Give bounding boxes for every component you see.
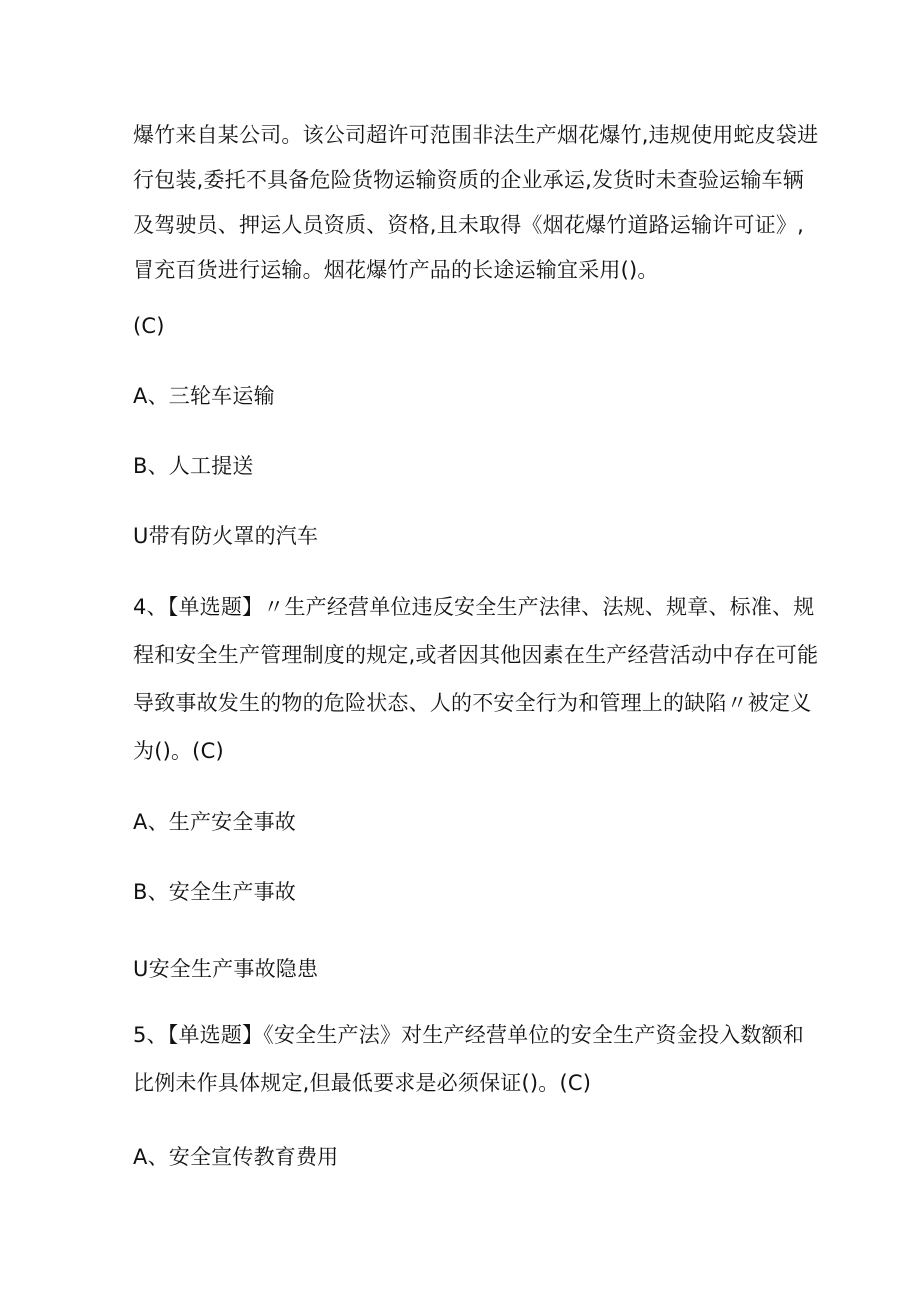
q5-stem-line-2: 比例未作具体规定,但最低要求是必须保证()。(C) [133,1071,592,1095]
q3-stem-line-1: 爆竹来自某公司。该公司超许可范围非法生产烟花爆竹,违规使用蛇皮袋进 [133,123,819,147]
q3-answer: (C) [133,314,165,338]
q4-stem-line-1: 4、【单选题】〃生产经营单位违反安全生产法律、法规、规章、标准、规 [133,595,815,619]
q3-stem-line-3: 及驾驶员、押运人员资质、资格,且未取得《烟花爆竹道路运输许可证》, [133,213,804,237]
q4-option-a: A、生产安全事故 [133,810,296,834]
q5-stem-line-1: 5、【单选题】《安全生产法》对生产经营单位的安全生产资金投入数额和 [133,1023,804,1047]
q3-stem-line-2: 行包装,委托不具备危险货物运输资质的企业承运,发货时未查验运输车辆 [133,168,804,192]
q3-option-b: B、人工提送 [133,454,254,478]
q4-option-b: B、安全生产事故 [133,880,297,904]
q4-stem-line-3: 导致事故发生的物的危险状态、人的不安全行为和管理上的缺陷〃被定义 [133,691,812,715]
q3-option-c: U带有防火罩的汽车 [133,524,319,548]
q5-option-a: A、安全宣传教育费用 [133,1145,339,1169]
q4-stem-line-4: 为()。(C) [133,739,224,763]
q3-option-a: A、三轮车运输 [133,384,275,408]
q3-stem-line-4: 冒充百货进行运输。烟花爆竹产品的长途运输宜采用()。 [133,258,659,282]
q4-option-c: U安全生产事故隐患 [133,957,319,981]
q4-stem-line-2: 程和安全生产管理制度的规定,或者因其他因素在生产经营活动中存在可能 [133,643,819,667]
